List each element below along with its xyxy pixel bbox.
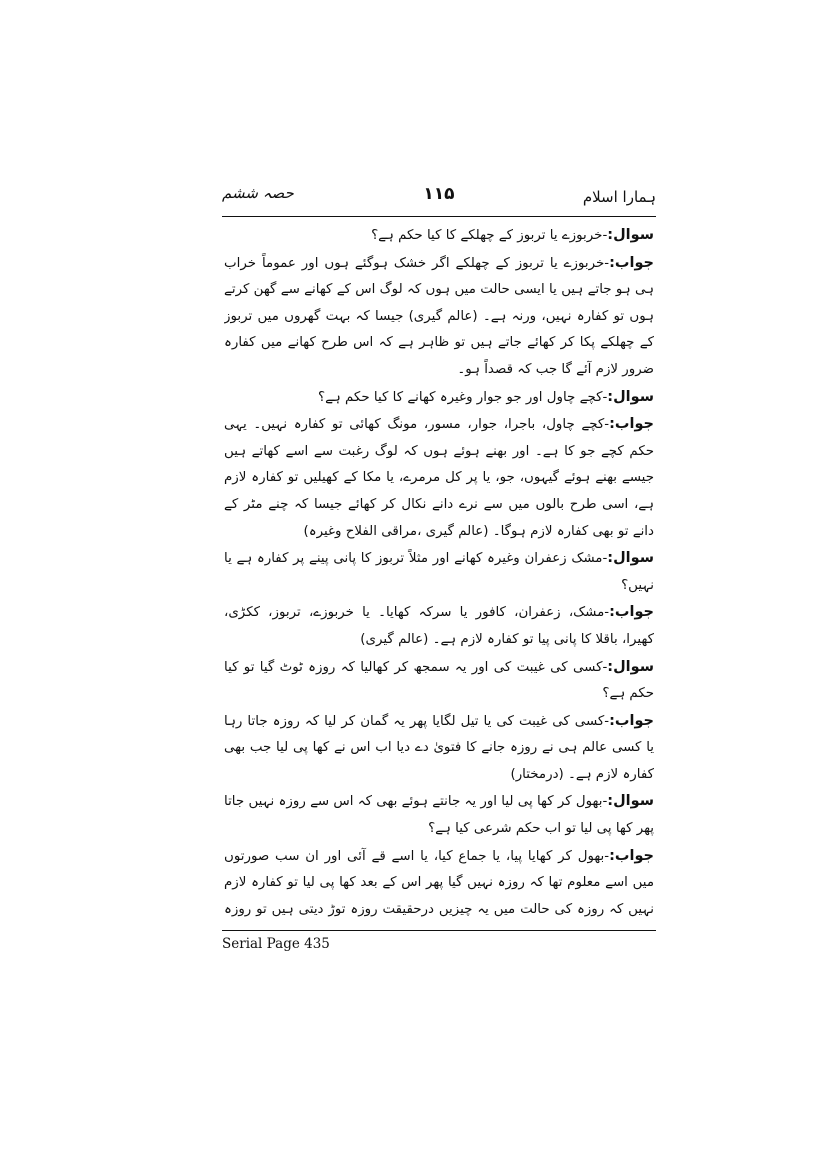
qa-label: جواب: <box>609 254 654 271</box>
qa-text: -مشک زعفران وغیرہ کھانے اور مثلاً تربوز کا پانی پینے پر کفارہ ہے یا نہیں؟ <box>224 551 654 593</box>
footer-rule <box>222 930 656 931</box>
qa-text: -خربوزے یا تربوز کے چھلکے کا کیا حکم ہے؟ <box>371 228 608 243</box>
qa-text: -بھول کر کھا پی لیا اور یہ جانتے ہوئے بھی کہ اس سے روزہ نہیں جاتا پھر کھا پی لیا تو اب حکم شرعی کیا ہے؟ <box>224 794 654 837</box>
qa-label: جواب: <box>609 712 654 729</box>
qa-paragraph <box>224 599 654 653</box>
qa-paragraph <box>224 788 654 842</box>
qa-text: -بھول کر کھایا پیا، یا جماع کیا، یا اسے قے آئی اور ان سب صورتوں میں اسے معلوم تھا کہ روزہ نہیں گیا پھر اس کے بعد کھا پی لیا تو کفارہ لازم نہیں کہ روزہ کی حالت میں یہ چیزیں درحقیقت روزہ توڑ دیتی ہیں تو روزہ <box>224 848 654 917</box>
qa-paragraph <box>224 411 654 545</box>
qa-label: سوال: <box>607 793 654 810</box>
qa-paragraph <box>224 384 654 412</box>
qa-text: -خربوزے یا تربوز کے چھلکے اگر خشک ہوگئے ہوں اور عموماً خراب ہی ہو جاتے ہیں یا ایسی حالت میں ہوں کہ لوگ اس کے کھانے سے گھن کرتے ہوں تو کفارہ نہیں، ورنہ ہے۔ (عالم گیری) جیسا کہ بہت گھروں میں تربوز کے چھلکے پکا کر کھائے جاتے ہیں تو ظاہر ہے کہ اس طرح کھانے میں کفارہ ضرور لازم آئے گا جب کہ قصداً ہو۔ <box>224 255 654 377</box>
qa-text: -مشک، زعفران، کافور یا سرکہ کھایا۔ یا خربوزے، تربوز، ککڑی، کھیرا، باقلا کا پانی پیا تو کفارہ لازم ہے۔ (عالم گیری) <box>224 605 654 647</box>
serial-page-label: Serial Page 435 <box>222 936 330 952</box>
part-label: حصہ ششم <box>222 184 294 202</box>
qa-paragraph <box>224 654 654 708</box>
header-rule <box>222 216 656 217</box>
qa-label: جواب: <box>609 416 654 433</box>
qa-text: -کسی کی غیبت کی یا تیل لگایا پھر یہ گمان کر لیا کہ روزہ جاتا رہا یا کسی عالم ہی نے روزہ جانے کا فتویٰ دے دیا اب اس نے کھا پی لیا جب بھی کفارہ لازم ہے۔ (درمختار) <box>224 713 654 782</box>
qa-text: -کچے چاول اور جو جوار وغیرہ کھانے کا کیا حکم ہے؟ <box>317 389 608 405</box>
page-number: ۱۱۵ <box>423 184 455 204</box>
qa-label: سوال: <box>607 227 654 243</box>
page-content <box>224 222 654 927</box>
qa-label: جواب: <box>609 847 654 864</box>
qa-label: سوال: <box>607 658 654 675</box>
qa-label: جواب: <box>609 604 654 621</box>
qa-label: سوال: <box>607 388 654 405</box>
page-header <box>222 180 656 214</box>
qa-text: -کچے چاول، باجرا، جوار، مسور، مونگ کھائی تو کفارہ نہیں۔ یہی حکم کچے جو کا ہے۔ اور بھنے ہوئے ہوں کہ لوگ رغبت سے اسے کھاتے ہیں جیسے بھنے ہوئے گیہوں، جو، یا پر کل مرمرے، یا مکا کے کھیلیں تو کفارہ لازم ہے، اسی طرح بالوں میں سے نرے دانے نکال کر کھائے جیسا کہ چنے مٹر کے دانے تو بھی کفارہ لازم ہوگا۔ (عالم گیری ،مراقی الفلاح وغیرہ) <box>224 417 654 539</box>
qa-paragraph <box>224 545 654 599</box>
qa-paragraph <box>224 708 654 789</box>
qa-paragraph <box>224 222 654 250</box>
qa-paragraph <box>224 250 654 384</box>
qa-paragraph <box>224 843 654 927</box>
qa-text: -کسی کی غیبت کی اور یہ سمجھ کر کھالیا کہ روزہ ٹوٹ گیا تو کیا حکم ہے؟ <box>224 659 654 702</box>
book-title: ہمارا اسلام <box>582 188 656 206</box>
qa-label: سوال: <box>607 550 654 567</box>
